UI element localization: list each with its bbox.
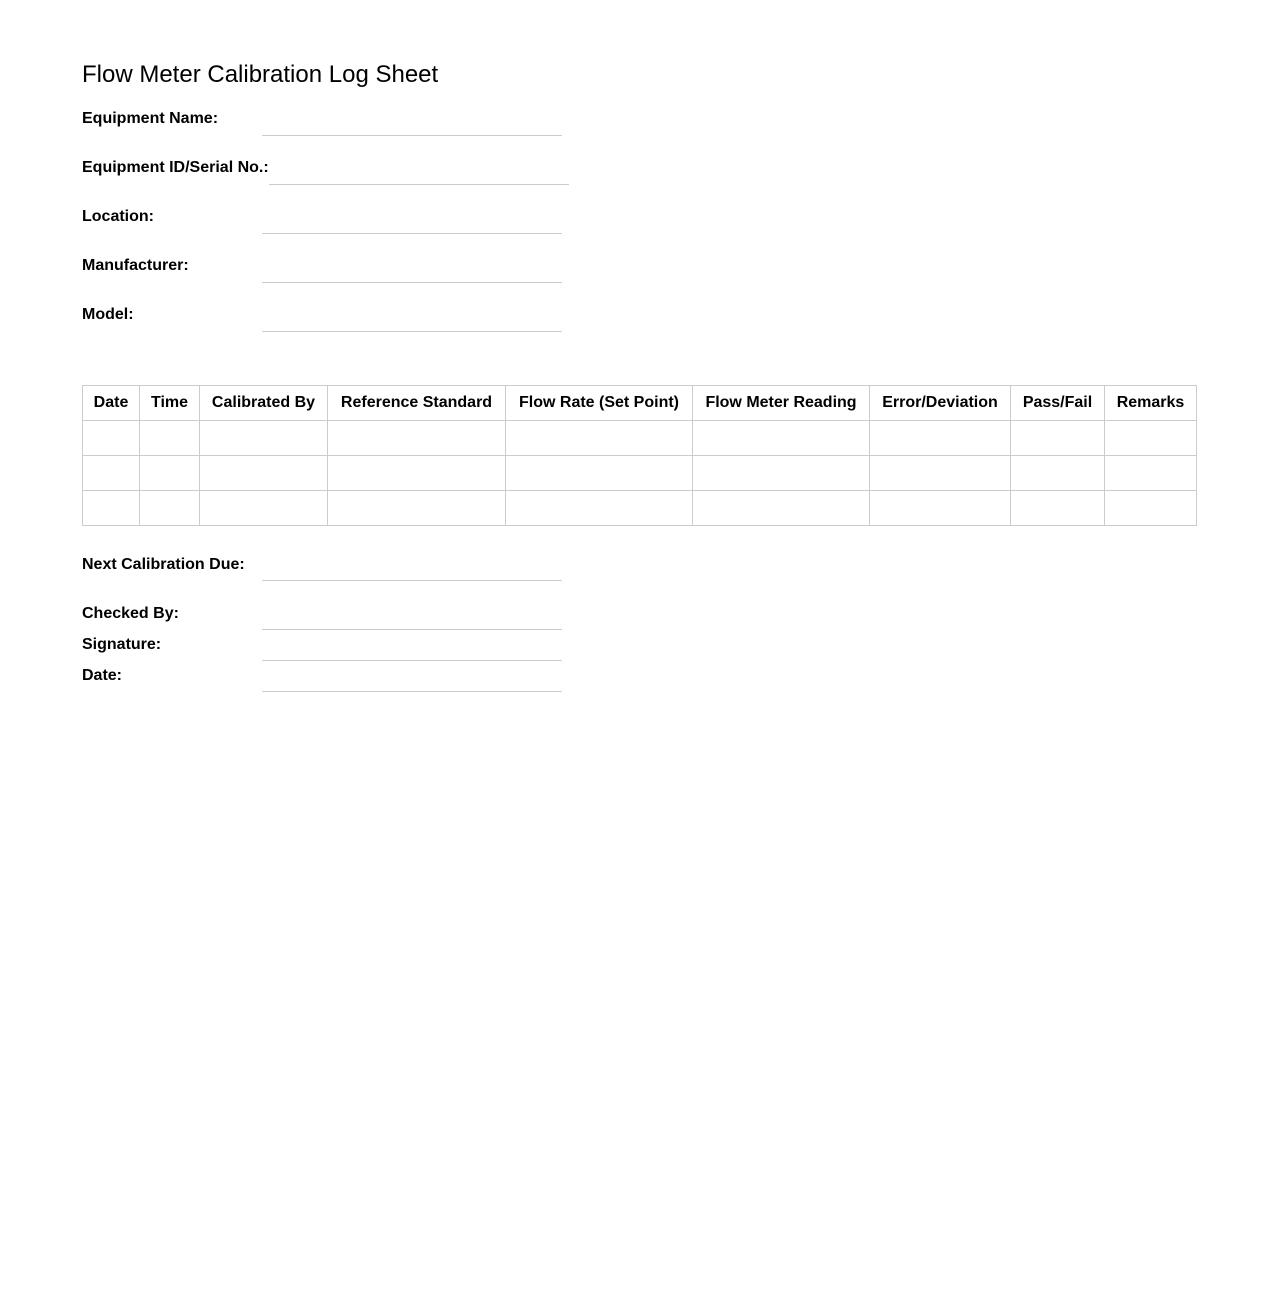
manufacturer-label: Manufacturer: (82, 257, 189, 274)
table-cell[interactable] (506, 456, 693, 491)
model-label: Model: (82, 306, 134, 323)
table-cell[interactable] (83, 421, 140, 456)
checked-by-row (82, 604, 682, 635)
date-row (82, 666, 682, 697)
next-calibration-field[interactable] (262, 580, 562, 581)
table-cell[interactable] (83, 456, 140, 491)
table-cell[interactable] (1011, 421, 1105, 456)
table-cell[interactable] (140, 456, 200, 491)
signature-row (82, 635, 682, 666)
table-cell[interactable] (1105, 421, 1197, 456)
location-field[interactable] (262, 233, 562, 234)
table-cell[interactable] (506, 491, 693, 526)
column-header-time: Time (140, 386, 200, 421)
column-header-flow-rate: Flow Rate (Set Point) (506, 386, 693, 421)
table-cell[interactable] (506, 421, 693, 456)
table-cell[interactable] (1011, 456, 1105, 491)
table-cell[interactable] (328, 421, 506, 456)
signature-field[interactable] (262, 660, 562, 661)
table-header-row (83, 386, 1197, 421)
table-cell[interactable] (140, 421, 200, 456)
table-cell[interactable] (140, 491, 200, 526)
table-cell[interactable] (1105, 491, 1197, 526)
sign-off-section (82, 555, 682, 697)
column-header-pass-fail: Pass/Fail (1011, 386, 1105, 421)
table-cell[interactable] (870, 456, 1011, 491)
next-calibration-label: Next Calibration Due: (82, 556, 245, 573)
calibration-log-sheet (82, 58, 1196, 684)
table-cell[interactable] (83, 491, 140, 526)
date-field[interactable] (262, 691, 562, 692)
checked-by-label: Checked By: (82, 605, 179, 622)
manufacturer-field[interactable] (262, 282, 562, 283)
table-cell[interactable] (693, 421, 870, 456)
table-row (83, 456, 1197, 491)
column-header-error-deviation: Error/Deviation (870, 386, 1011, 421)
equipment-name-label: Equipment Name: (82, 110, 219, 127)
equipment-id-field[interactable] (269, 184, 569, 185)
model-row (82, 305, 1196, 354)
table-cell[interactable] (693, 491, 870, 526)
table-cell[interactable] (1105, 456, 1197, 491)
table-cell[interactable] (200, 421, 328, 456)
next-calibration-row (82, 555, 682, 604)
equipment-info-section (82, 109, 1196, 354)
equipment-name-row (82, 109, 1196, 158)
table-row (83, 491, 1197, 526)
model-field[interactable] (262, 331, 562, 332)
equipment-id-row (82, 158, 1196, 207)
column-header-remarks: Remarks (1105, 386, 1197, 421)
location-label: Location: (82, 208, 154, 225)
page-title: Flow Meter Calibration Log Sheet (82, 61, 439, 88)
equipment-id-label: Equipment ID/Serial No.: (82, 159, 269, 176)
table-cell[interactable] (870, 491, 1011, 526)
table-cell[interactable] (200, 456, 328, 491)
location-row (82, 207, 1196, 256)
signature-label: Signature: (82, 636, 162, 653)
table-row (83, 421, 1197, 456)
table-cell[interactable] (870, 421, 1011, 456)
column-header-reference-standard: Reference Standard (328, 386, 506, 421)
equipment-name-field[interactable] (262, 135, 562, 136)
table-cell[interactable] (328, 456, 506, 491)
column-header-flow-meter-reading: Flow Meter Reading (693, 386, 870, 421)
calibration-log-table (82, 385, 1197, 526)
checked-by-field[interactable] (262, 629, 562, 630)
column-header-calibrated-by: Calibrated By (200, 386, 328, 421)
date-label: Date: (82, 667, 123, 684)
column-header-date: Date (83, 386, 140, 421)
table-cell[interactable] (200, 491, 328, 526)
manufacturer-row (82, 256, 1196, 305)
table-cell[interactable] (1011, 491, 1105, 526)
table-cell[interactable] (328, 491, 506, 526)
table-cell[interactable] (693, 456, 870, 491)
